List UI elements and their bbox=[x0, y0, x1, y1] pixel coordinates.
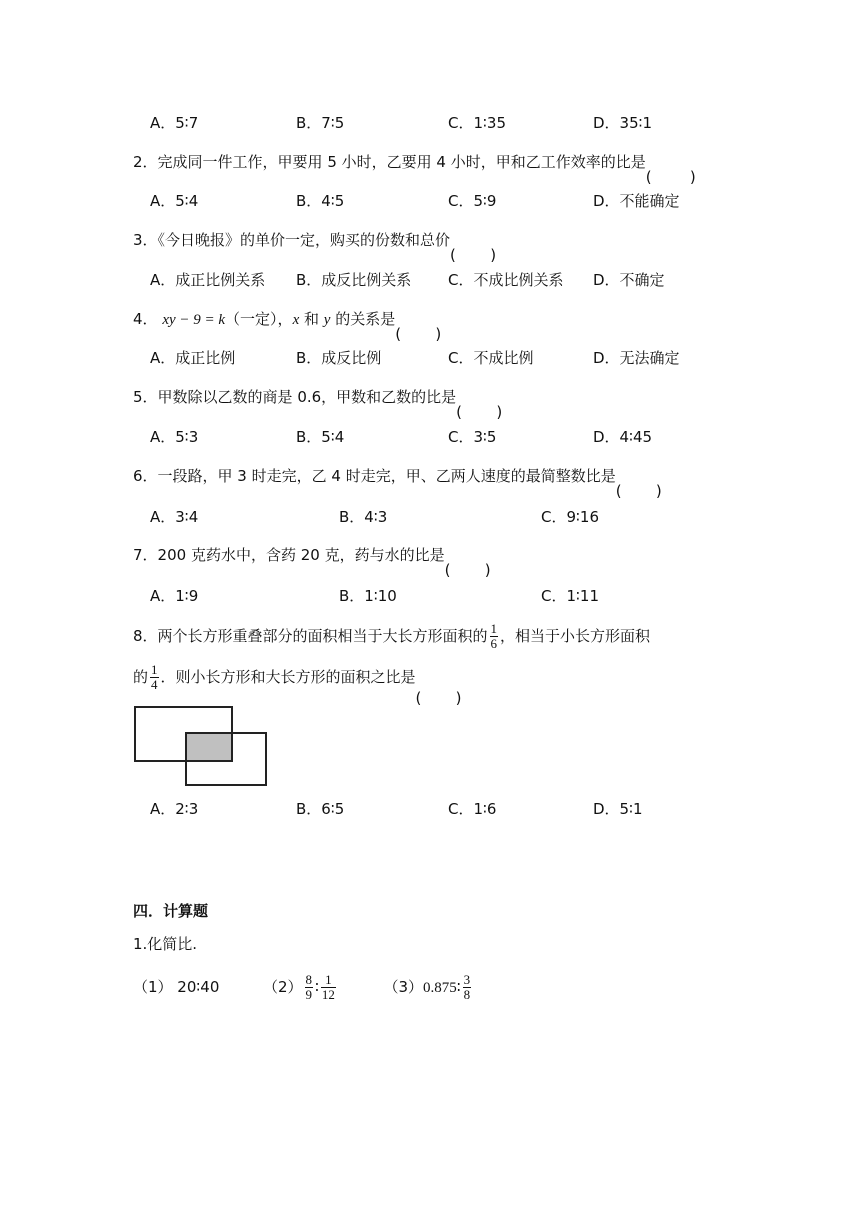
q4-question bbox=[133, 309, 442, 343]
q2-option-b: B．4∶5 bbox=[296, 192, 345, 210]
q6-option-b: B．4∶3 bbox=[339, 508, 388, 526]
calc-part-1: （1） 20∶40 bbox=[133, 978, 220, 996]
section-title: 四．计算题 bbox=[133, 902, 209, 920]
q1-option-c: C．1∶35 bbox=[448, 114, 507, 132]
q3-question bbox=[133, 230, 497, 264]
fraction-numerator: 3 bbox=[463, 972, 471, 987]
paren-left: ( bbox=[444, 561, 451, 579]
q4-constant-note: （一定）， bbox=[225, 310, 293, 328]
q8-text-part4: ．则小长方形和大长方形的面积之比是 bbox=[160, 668, 416, 686]
calc-question-1: 1.化简比. bbox=[133, 935, 198, 953]
q5-text: 5．甲数除以乙数的商是 0.6，甲数和乙数的比是 bbox=[133, 388, 457, 406]
q1-option-a: A．5∶7 bbox=[150, 114, 199, 132]
paren-right: ) bbox=[435, 325, 442, 343]
q6-option-c: C．9∶16 bbox=[541, 508, 600, 526]
q5-option-d: D．4∶45 bbox=[593, 428, 653, 446]
q8-option-b: B．6∶5 bbox=[296, 800, 345, 818]
q2-question bbox=[133, 152, 696, 186]
q8-option-a: A．2∶3 bbox=[150, 800, 199, 818]
paren-left: ( bbox=[395, 325, 402, 343]
q3-option-c: C．不成比例关系 bbox=[448, 271, 564, 289]
q3-option-b: B．成反比例关系 bbox=[296, 271, 412, 289]
q4-formula: xy − 9 = k bbox=[162, 312, 226, 328]
q6-option-a: A．3∶4 bbox=[150, 508, 199, 526]
q2-option-c: C．5∶9 bbox=[448, 192, 497, 210]
q7-text: 7．200 克药水中，含药 20 克，药与水的比是 bbox=[133, 546, 445, 564]
q2-option-a: A．5∶4 bbox=[150, 192, 199, 210]
fraction-one-twelfth bbox=[321, 973, 336, 1002]
q3-option-a: A．成正比例关系 bbox=[150, 271, 266, 289]
calc-parts bbox=[133, 965, 473, 1010]
q8-question-line2 bbox=[133, 661, 462, 707]
q8-text-part1: 8．两个长方形重叠部分的面积相当于大长方形面积的 bbox=[133, 627, 488, 645]
paren-left: ( bbox=[645, 168, 652, 186]
fraction-numerator: 1 bbox=[151, 662, 158, 677]
q8-option-c: C．1∶6 bbox=[448, 800, 497, 818]
q5-option-b: B．5∶4 bbox=[296, 428, 345, 446]
fraction-denominator: 12 bbox=[321, 987, 335, 1002]
fraction-denominator: 4 bbox=[151, 677, 158, 692]
q5-question bbox=[133, 387, 503, 421]
q7-question bbox=[133, 545, 491, 579]
q4-number: 4． bbox=[133, 310, 158, 328]
q4-option-d: D．无法确定 bbox=[593, 349, 680, 367]
fraction-one-fourth bbox=[150, 663, 159, 692]
q8-question-line1 bbox=[133, 620, 650, 652]
q5-option-a: A．5∶3 bbox=[150, 428, 199, 446]
fraction-eight-ninths bbox=[305, 973, 314, 1002]
q4-and: 和 bbox=[299, 310, 324, 328]
q3-text: 3．《今日晚报》的单价一定，购买的份数和总价 bbox=[133, 231, 451, 249]
calc-part-2-label: （2） bbox=[262, 978, 303, 996]
decimal-value: 0.875 bbox=[423, 980, 457, 996]
fraction-one-sixth bbox=[490, 622, 499, 651]
paren-left: ( bbox=[415, 689, 422, 707]
paren-left: ( bbox=[456, 403, 463, 421]
fraction-denominator: 8 bbox=[463, 987, 471, 1002]
q6-question bbox=[133, 466, 662, 500]
q7-option-b: B．1∶10 bbox=[339, 587, 397, 605]
overlap-region bbox=[186, 733, 232, 761]
q8-option-d: D．5∶1 bbox=[593, 800, 643, 818]
fraction-denominator: 6 bbox=[490, 636, 498, 651]
q8-text-part3: 的 bbox=[133, 668, 149, 686]
paren-left: ( bbox=[450, 246, 456, 264]
ratio-colon: ∶ bbox=[456, 980, 461, 996]
q3-option-d: D．不确定 bbox=[593, 271, 665, 289]
q6-text: 6．一段路，甲 3 时走完，乙 4 时走完，甲、乙两人速度的最简整数比是 bbox=[133, 467, 616, 485]
fraction-numerator: 1 bbox=[490, 621, 498, 636]
q5-option-c: C．3∶5 bbox=[448, 428, 497, 446]
calc-part-3-label: （3） bbox=[383, 978, 424, 996]
q8-text-part2: ，相当于小长方形面积 bbox=[500, 627, 651, 645]
q4-var-y: y bbox=[323, 312, 331, 328]
paren-right: ) bbox=[689, 168, 696, 186]
overlapping-rectangles-figure bbox=[133, 705, 273, 789]
fraction-numerator: 1 bbox=[321, 973, 336, 988]
q1-option-b: B．7∶5 bbox=[296, 114, 345, 132]
q2-text: 2．完成同一件工作，甲要用 5 小时，乙要用 4 小时，甲和乙工作效率的比是 bbox=[133, 153, 646, 171]
fraction-numerator: 8 bbox=[305, 972, 312, 987]
paren-right: ) bbox=[490, 246, 497, 264]
ratio-colon: ∶ bbox=[315, 980, 319, 996]
paren-left: ( bbox=[615, 482, 622, 500]
paren-right: ) bbox=[655, 482, 662, 500]
q4-option-c: C．不成比例 bbox=[448, 349, 534, 367]
paren-right: ) bbox=[496, 403, 503, 421]
q4-option-a: A．成正比例 bbox=[150, 349, 236, 367]
q2-option-d: D．不能确定 bbox=[593, 192, 680, 210]
q4-tail: 的关系是 bbox=[330, 310, 396, 328]
q1-option-d: D．35∶1 bbox=[593, 114, 653, 132]
fraction-denominator: 9 bbox=[305, 987, 312, 1002]
q7-option-c: C．1∶11 bbox=[541, 587, 600, 605]
q7-option-a: A．1∶9 bbox=[150, 587, 199, 605]
q4-option-b: B．成反比例 bbox=[296, 349, 382, 367]
q4-var-x: x bbox=[292, 312, 300, 328]
paren-right: ) bbox=[455, 689, 462, 707]
fraction-three-eighths bbox=[463, 973, 472, 1002]
paren-right: ) bbox=[484, 561, 491, 579]
